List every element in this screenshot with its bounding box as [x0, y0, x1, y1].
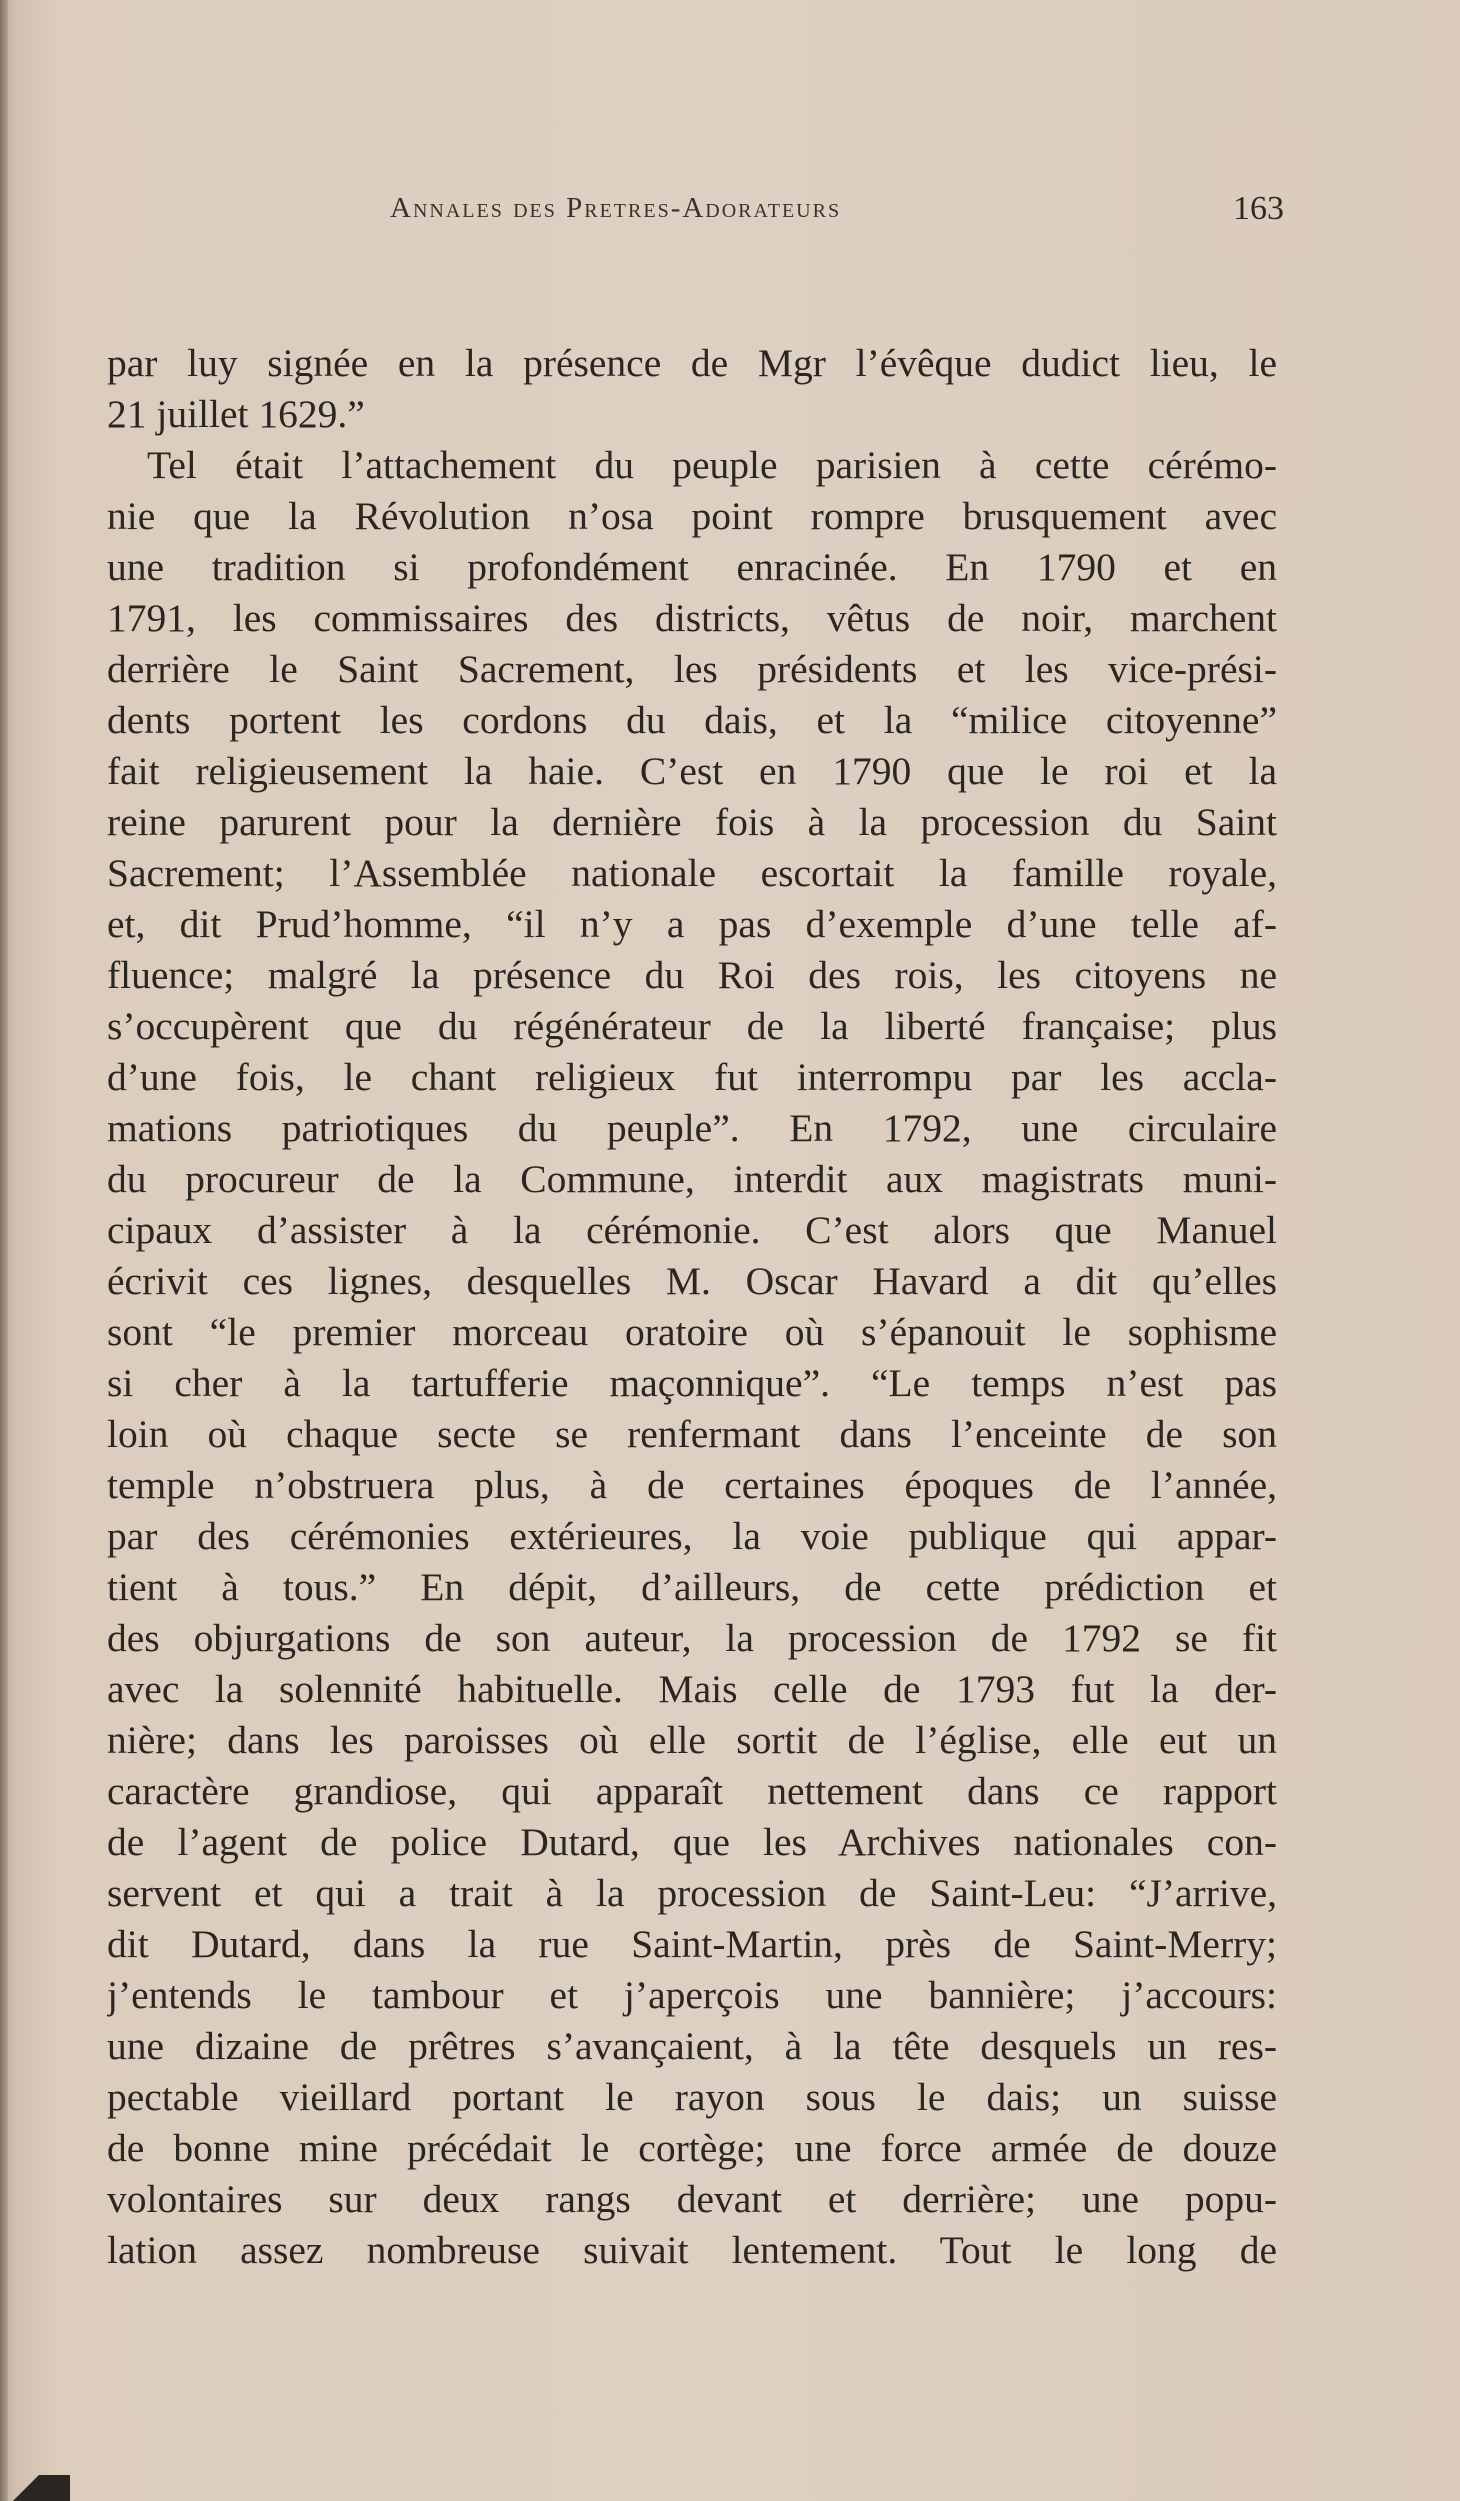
text-line: d’une fois, le chant religieux fut interrompu par les accla- — [107, 1055, 1277, 1099]
text-line: mations patriotiques du peuple”. En 1792, une circulaire — [107, 1106, 1277, 1150]
text-line: reine parurent pour la dernière fois à la procession du Saint — [107, 800, 1277, 844]
text-line: tient à tous.” En dépit, d’ailleurs, de cette prédiction et — [107, 1565, 1277, 1609]
body-text — [107, 338, 1277, 2276]
text-line: de bonne mine précédait le cortège; une force armée de douze — [107, 2126, 1277, 2170]
text-line: écrivit ces lignes, desquelles M. Oscar Havard a dit qu’elles — [107, 1259, 1277, 1303]
text-line: une dizaine de prêtres s’avançaient, à la tête desquels un res- — [107, 2024, 1277, 2068]
text-line: pectable vieillard portant le rayon sous le dais; un suisse — [107, 2075, 1277, 2119]
text-line: par des cérémonies extérieures, la voie publique qui appar- — [107, 1514, 1277, 1558]
text-line: temple n’obstruera plus, à de certaines époques de l’année, — [107, 1463, 1277, 1507]
text-line: fluence; malgré la présence du Roi des rois, les citoyens ne — [107, 953, 1277, 997]
page-corner-shadow — [0, 2475, 70, 2501]
text-line: lation assez nombreuse suivait lentement. Tout le long de — [107, 2228, 1277, 2272]
text-line: cipaux d’assister à la cérémonie. C’est alors que Manuel — [107, 1208, 1277, 1252]
text-line: s’occupèrent que du régénérateur de la liberté française; plus — [107, 1004, 1277, 1048]
text-line: 1791, les commissaires des districts, vêtus de noir, marchent — [107, 596, 1277, 640]
text-line: sont “le premier morceau oratoire où s’épanouit le sophisme — [107, 1310, 1277, 1354]
text-line: 21 juillet 1629.” — [107, 392, 365, 436]
text-line: Sacrement; l’Assemblée nationale escortait la famille royale, — [107, 851, 1277, 895]
running-title: Annales des Pretres-Adorateurs — [390, 192, 842, 224]
text-line: une tradition si profondément enracinée. En 1790 et en — [107, 545, 1277, 589]
text-line: loin où chaque secte se renfermant dans l’enceinte de son — [107, 1412, 1277, 1456]
text-line: et, dit Prud’homme, “il n’y a pas d’exemple d’une telle af- — [107, 902, 1277, 946]
text-line: de l’agent de police Dutard, que les Archives nationales con- — [107, 1820, 1277, 1864]
text-line: caractère grandiose, qui apparaît nettement dans ce rapport — [107, 1769, 1277, 1813]
text-line: fait religieusement la haie. C’est en 1790 que le roi et la — [107, 749, 1277, 793]
text-line: si cher à la tartufferie maçonnique”. “Le temps n’est pas — [107, 1361, 1277, 1405]
text-line: nie que la Révolution n’osa point rompre brusquement avec — [107, 494, 1277, 538]
text-line: nière; dans les paroisses où elle sortit de l’église, elle eut un — [107, 1718, 1277, 1762]
text-line: avec la solennité habituelle. Mais celle de 1793 fut la der- — [107, 1667, 1277, 1711]
text-line: Tel était l’attachement du peuple parisien à cette cérémo- — [147, 443, 1277, 487]
text-line: derrière le Saint Sacrement, les présidents et les vice-prési- — [107, 647, 1277, 691]
text-line: servent et qui a trait à la procession de Saint-Leu: “J’arrive, — [107, 1871, 1277, 1915]
text-line: par luy signée en la présence de Mgr l’évêque dudict lieu, le — [107, 341, 1277, 385]
page-binding-edge — [0, 0, 8, 2501]
running-header — [100, 190, 1284, 242]
text-line: dents portent les cordons du dais, et la “milice citoyenne” — [107, 698, 1277, 742]
page-number: 163 — [1233, 190, 1284, 227]
text-line: du procureur de la Commune, interdit aux magistrats muni- — [107, 1157, 1277, 1201]
text-line: dit Dutard, dans la rue Saint-Martin, près de Saint-Merry; — [107, 1922, 1277, 1966]
text-line: des objurgations de son auteur, la procession de 1792 se fit — [107, 1616, 1277, 1660]
text-line: j’entends le tambour et j’aperçois une bannière; j’accours: — [107, 1973, 1277, 2017]
text-line: volontaires sur deux rangs devant et derrière; une popu- — [107, 2177, 1277, 2221]
